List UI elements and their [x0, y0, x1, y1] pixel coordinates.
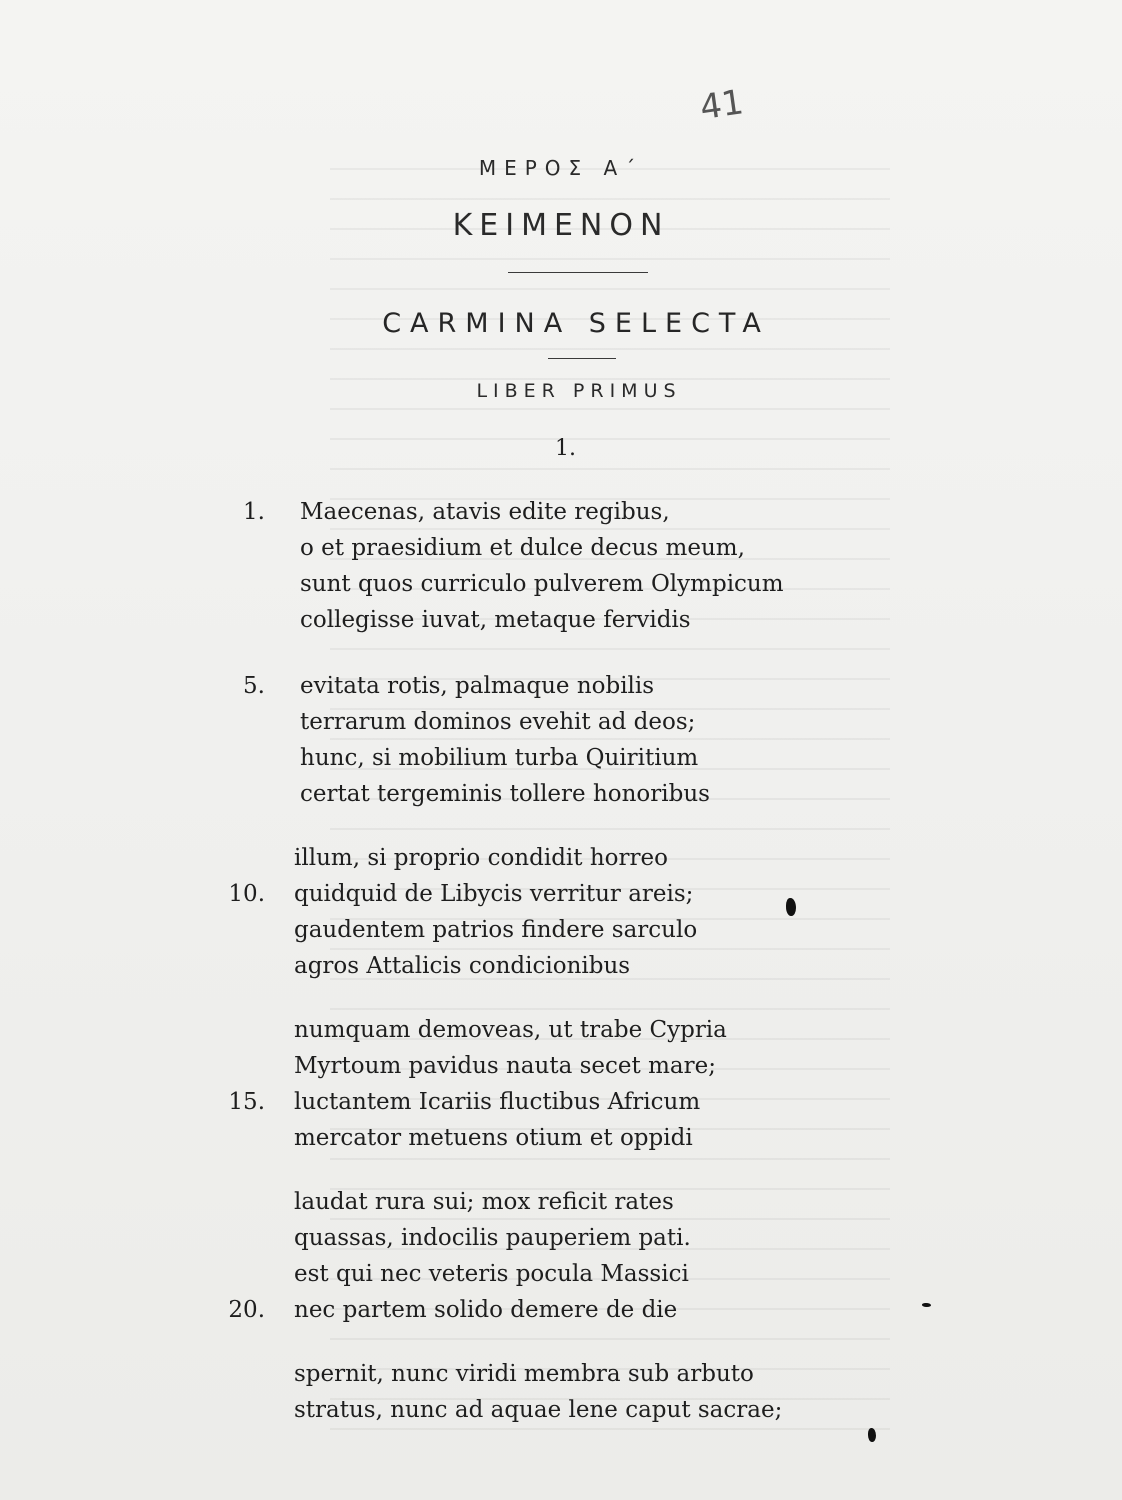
line-number: 1.: [243, 499, 265, 525]
verse-line: [230, 948, 930, 984]
verse-line: [230, 912, 930, 948]
verse-text: laudat rura sui; mox reficit rates: [294, 1189, 674, 1215]
verse-line: [230, 1256, 930, 1292]
ink-blot: [922, 1303, 931, 1307]
verse-line: [230, 1184, 930, 1220]
line-number: 15.: [228, 1089, 265, 1115]
verse-text: quidquid de Libycis verritur areis;: [294, 881, 694, 907]
verse-line: [230, 1392, 930, 1428]
verse-text: terrarum dominos evehit ad deos;: [300, 709, 696, 735]
verse-text: hunc, si mobilium turba Quiritium: [300, 745, 699, 771]
page-mark: 41: [697, 82, 746, 128]
verse-line: [230, 1220, 930, 1256]
verse-text: sunt quos curriculo pulverem Olympicum: [300, 571, 784, 597]
verse-line: [230, 1048, 930, 1084]
verse-text: illum, si proprio condidit horreo: [294, 845, 668, 871]
book-heading: LIBER PRIMUS: [476, 380, 682, 402]
verse-line: [230, 1292, 930, 1328]
stanza: [230, 494, 930, 638]
stanza: [230, 1184, 930, 1328]
verse-text: Myrtoum pavidus nauta secet mare;: [294, 1053, 716, 1079]
verse-text: numquam demoveas, ut trabe Cypria: [294, 1017, 727, 1043]
verse-line: [230, 776, 930, 812]
verse-line: [230, 566, 930, 602]
verse-text: certat tergeminis tollere honoribus: [300, 781, 710, 807]
verse-line: [230, 1356, 930, 1392]
verse-line: [230, 602, 930, 638]
page-title: CARMINA SELECTA: [382, 308, 770, 339]
verse-text: evitata rotis, palmaque nobilis: [300, 673, 655, 699]
part-heading: ΜΕΡΟΣ Α΄: [478, 156, 644, 180]
line-number: 5.: [243, 673, 265, 699]
line-number: 10.: [228, 881, 265, 907]
verse-line: [230, 740, 930, 776]
verse-line: [230, 494, 930, 530]
section-heading: ΚΕΙΜΕΝΟΝ: [452, 208, 670, 243]
stanza: [230, 840, 930, 984]
stanza: [230, 1012, 930, 1156]
verse-text: agros Attalicis condicionibus: [294, 953, 631, 979]
verse-text: collegisse iuvat, metaque fervidis: [300, 607, 691, 633]
verse-line: [230, 876, 930, 912]
verse-line: [230, 1120, 930, 1156]
verse-line: [230, 840, 930, 876]
verse-text: Maecenas, atavis edite regibus,: [300, 499, 670, 525]
ink-blot: [786, 898, 796, 916]
line-number: 20.: [228, 1297, 265, 1323]
ode-number: 1.: [555, 436, 576, 461]
verse-text: gaudentem patrios findere sarculo: [294, 917, 698, 943]
verse-text: est qui nec veteris pocula Massici: [294, 1261, 689, 1287]
verse-line: [230, 530, 930, 566]
ink-blot: [868, 1428, 876, 1442]
verse-text: stratus, nunc ad aquae lene caput sacrae;: [294, 1397, 783, 1423]
verse-line: [230, 668, 930, 704]
verse-text: nec partem solido demere de die: [294, 1297, 678, 1323]
verse-line: [230, 1084, 930, 1120]
verse-text: spernit, nunc viridi membra sub arbuto: [294, 1361, 754, 1387]
stanza: [230, 668, 930, 812]
verse-line: [230, 1012, 930, 1048]
verse-text: quassas, indocilis pauperiem pati.: [294, 1225, 691, 1251]
verse-line: [230, 704, 930, 740]
stanza: [230, 1356, 930, 1428]
verse-text: o et praesidium et dulce decus meum,: [300, 535, 745, 561]
verse-text: luctantem Icariis fluctibus Africum: [294, 1089, 701, 1115]
verse-text: mercator metuens otium et oppidi: [294, 1125, 693, 1151]
